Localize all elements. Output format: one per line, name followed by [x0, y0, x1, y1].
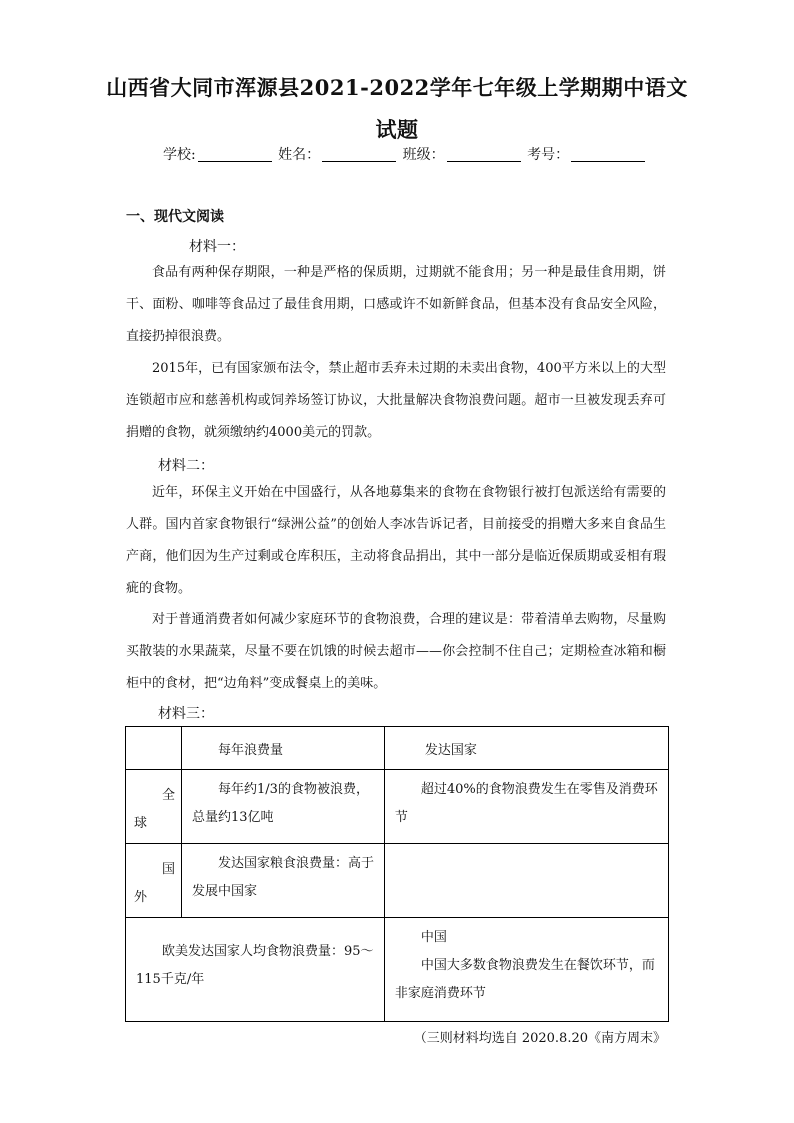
number-label: 考号：: [527, 147, 570, 163]
table-cell: 每年约1/3的食物被浪费，总量约13亿吨: [182, 770, 385, 844]
table-row: [126, 918, 669, 1022]
table-row: [126, 770, 669, 844]
china-label: 中国: [420, 930, 447, 945]
row-label-cell: 国外: [126, 844, 182, 918]
material-1-label: 材料一：: [189, 239, 245, 255]
table-header-cell: 每年浪费量: [182, 727, 385, 770]
section-heading: 一、现代文阅读: [126, 209, 224, 225]
name-label: 姓名：: [278, 147, 321, 163]
page-title: 山西省大同市浑源县2021-2022学年七年级上学期期中语文: [106, 75, 688, 100]
source-note: （三则材料均选自 2020.8.20《南方周末》: [413, 1031, 666, 1046]
table-cell: 发达国家粮食浪费量：高于发展中国家: [182, 844, 385, 918]
table-header-row: [126, 727, 669, 770]
data-table: [125, 726, 669, 1022]
material-1-para-1: 食品有两种保存期限，一种是严格的保质期，过期就不能食用；另一种是最佳食用期，饼干、面粉、咖啡等食品过了最佳食用期，口感或许不如新鲜食品，但基本没有食品安全风险，直接扔掉很浪费。: [126, 265, 666, 344]
table-cell: 超过40%的食物浪费发生在零售及消费环节: [384, 770, 668, 844]
material-2-para-1: 近年，环保主义开始在中国盛行，从各地募集来的食物在食物银行被打包派送给有需要的人群。国内首家食物银行“绿洲公益”的创始人李冰告诉记者，目前接受的捐赠大多来自食品生产商，他们因为生产过剩或仓库积压，主动将食品捐出，其中一部分是临近保质期或妥相有瑕疵的食物。: [126, 485, 666, 596]
school-blank[interactable]: [198, 147, 272, 162]
number-blank[interactable]: [571, 147, 645, 162]
table-cell: [384, 844, 668, 918]
material-2-label: 材料二：: [158, 458, 214, 474]
material-1-para-2: 2015年，已有国家颁布法令，禁止超市丢弃未过期的未卖出食物，400平方米以上的大型连锁超市应和慈善机构或饲养场签订协议，大批量解决食物浪费问题。超市一旦被发现丢弃可捐赠的食物，就须缴纳约4000美元的罚款。: [126, 361, 666, 440]
class-blank[interactable]: [447, 147, 521, 162]
page-title-line2: 试题: [375, 117, 419, 142]
material-3-label: 材料三：: [158, 706, 214, 722]
table-row: [126, 844, 669, 918]
school-label: 学校:: [163, 147, 196, 163]
class-label: 班级：: [402, 147, 445, 163]
table-cell: [384, 918, 668, 1022]
name-blank[interactable]: [322, 147, 396, 162]
student-info-row: [163, 144, 647, 164]
table-header-cell: 发达国家: [384, 727, 668, 770]
material-2-para-2: 对于普通消费者如何减少家庭环节的食物浪费，合理的建议是：带着清单去购物，尽量购买散装的水果蔬菜，尽量不要在饥饿的时候去超市——你会控制不住自己；定期检查冰箱和橱柜中的食材，把“边角料”变成餐桌上的美味。: [126, 612, 666, 691]
table-cell: 欧美发达国家人均食物浪费量：95～115千克/年: [126, 918, 385, 1022]
china-text: 中国大多数食物浪费发生在餐饮环节，而非家庭消费环节: [394, 958, 655, 1001]
row-label-cell: 全球: [126, 770, 182, 844]
table-corner-cell: [126, 727, 182, 770]
